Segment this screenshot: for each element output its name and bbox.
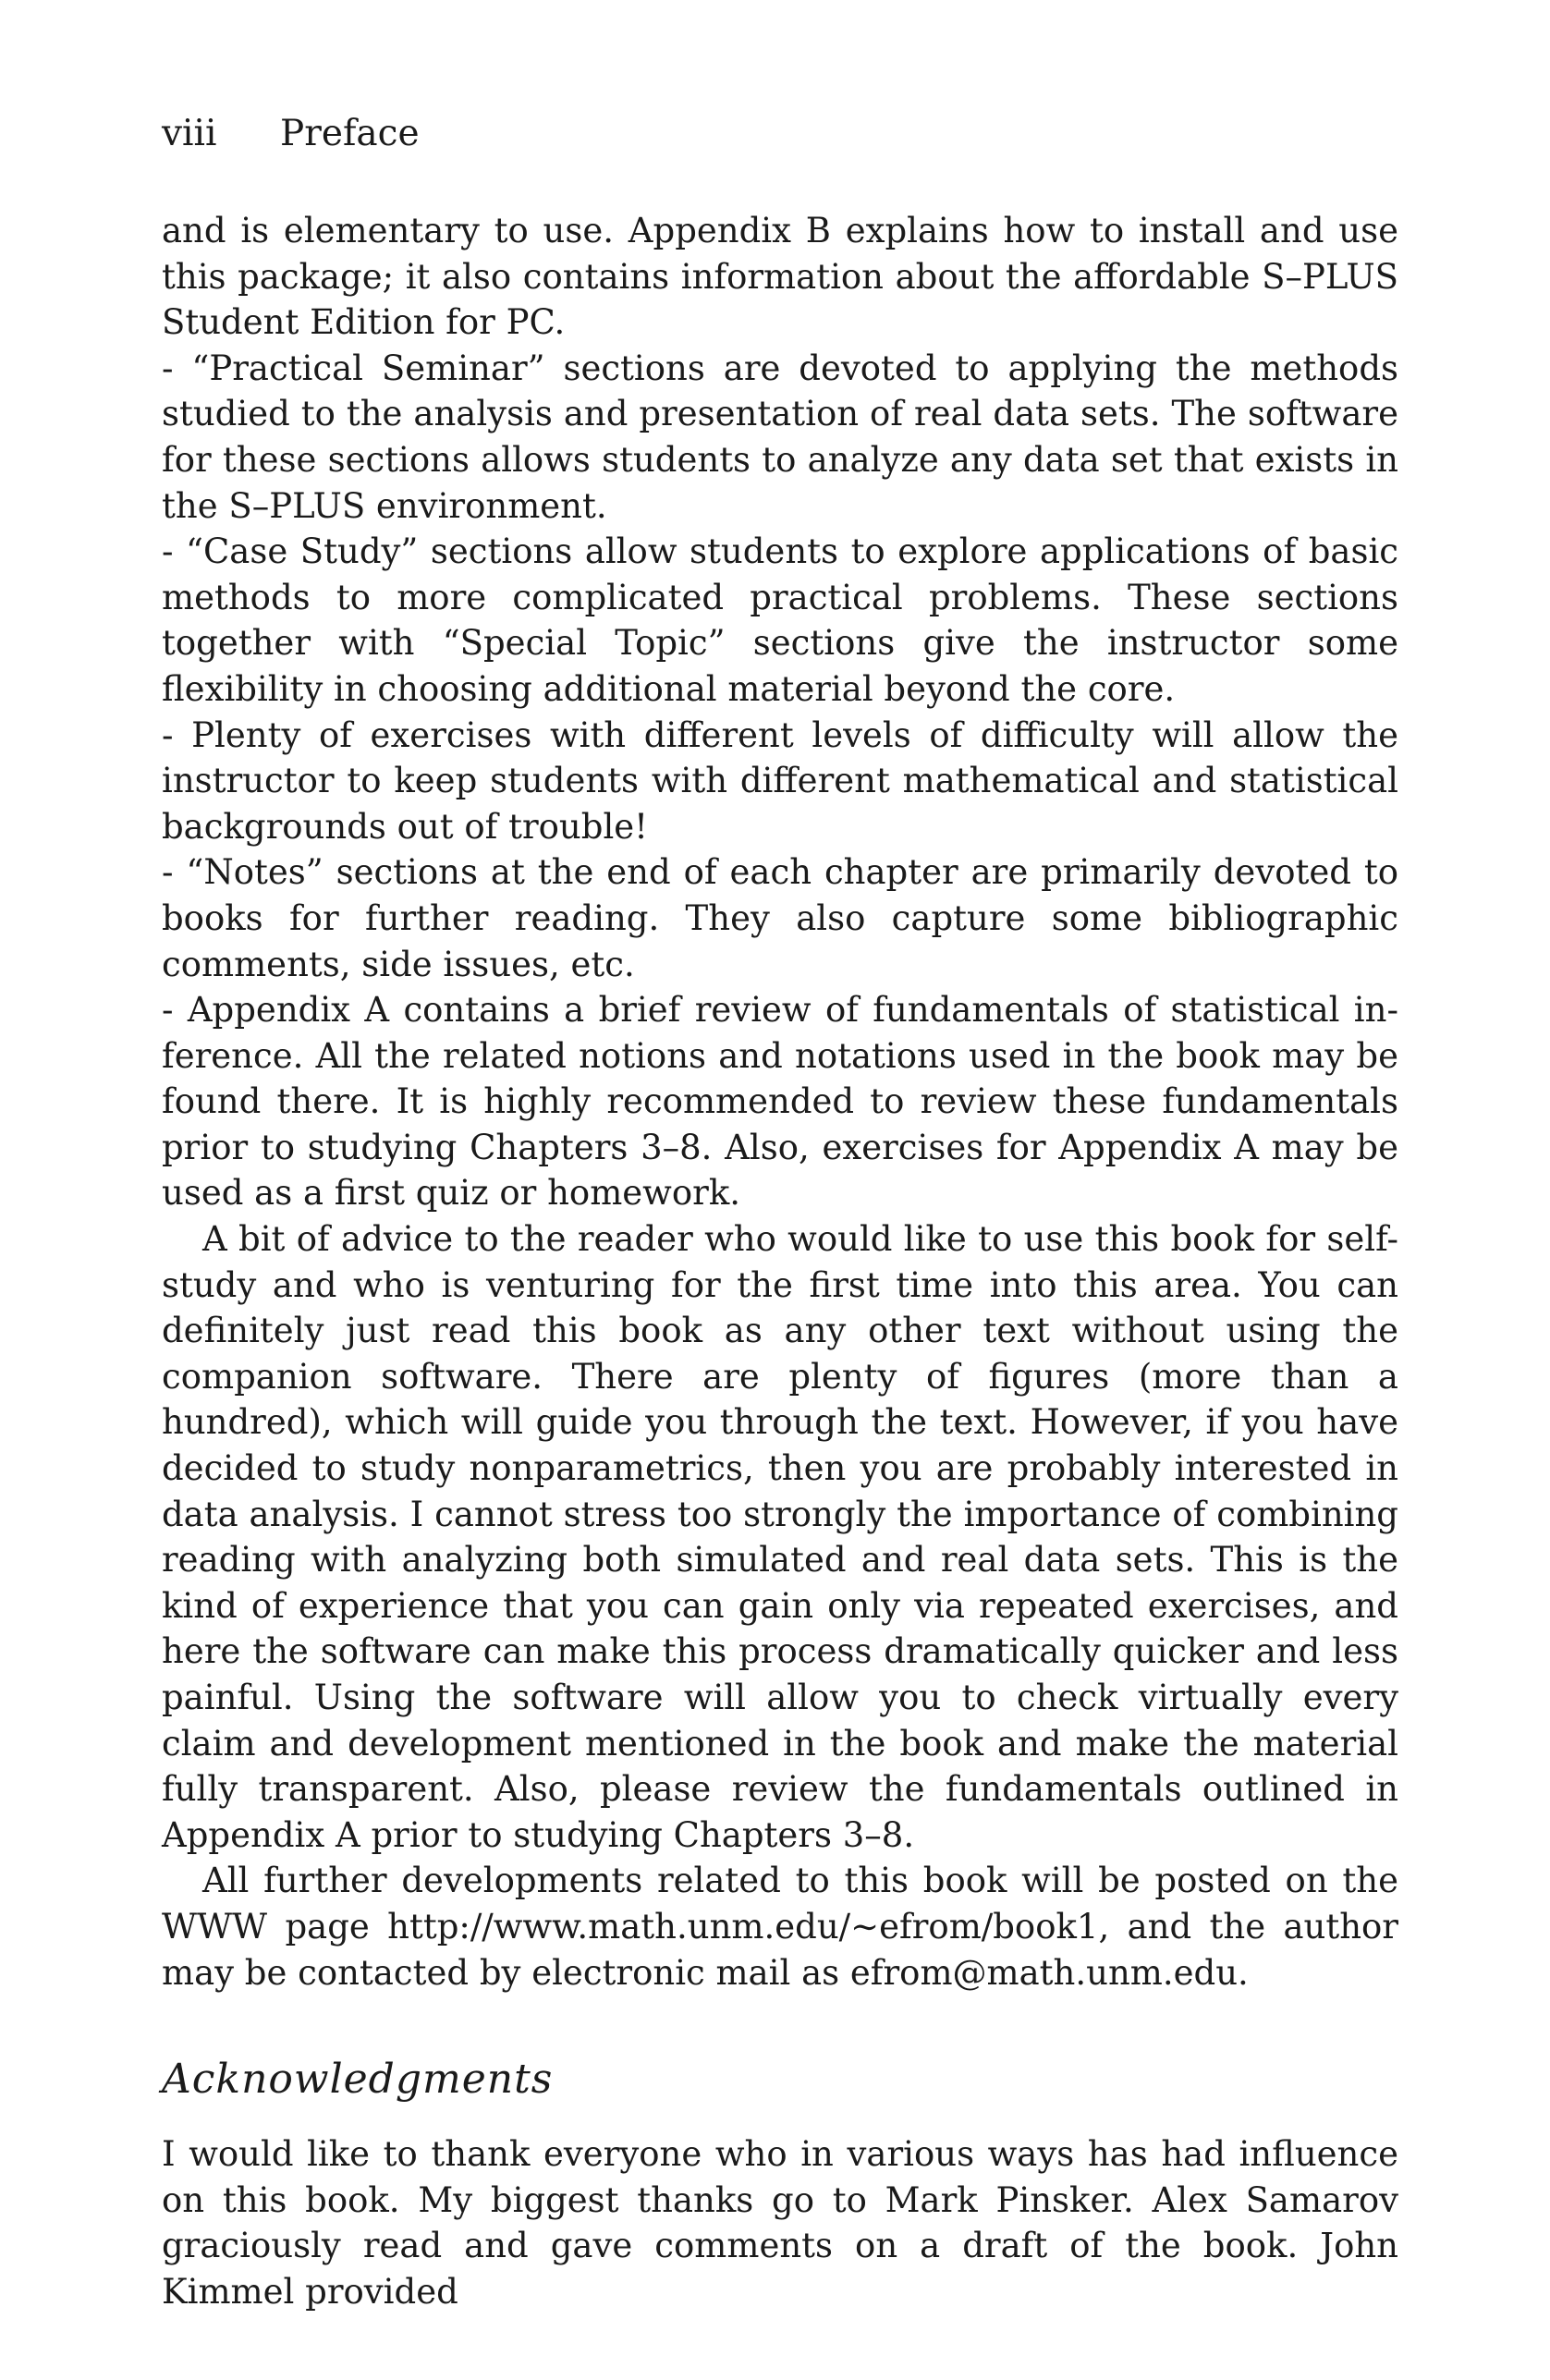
paragraph-www: All further developments related to this book will be posted on the WWW page http://www.math.unm.edu/∼efrom/book1, and the author may be contacted by electronic mail as efrom@math.unm.edu. (162, 1861, 1398, 1993)
bullet-appendix-a: - Appendix A contains a brief review of fundamentals of statistical inference. All the related notions and notations used in the book may be found there. It is highly recommended to review these fundamentals prior to studying Chapters 3–8. Also, exercises for Appendix A may be used as a first quiz or homework. (162, 990, 1398, 1214)
acknowledgments-body (162, 2131, 1398, 2314)
bullet-practical-seminar: - “Practical Seminar” sections are devoted to applying the methods studied to the analysis and presentation of real data sets. The software for these sections allows students to analyze any data set that exists in the S–PLUS environment. (162, 348, 1398, 526)
bullet-case-study: - “Case Study” sections allow students to explore applications of basic methods to more complicated practical problems. These sections together with “Special Topic” sections give the instructor some flexibility in choosing additional material beyond the core. (162, 531, 1398, 709)
bullet-notes: - “Notes” sections at the end of each chapter are primarily devoted to books for further reading. They also capture some bibliographic comments, side issues, etc. (162, 852, 1398, 984)
body-text (162, 208, 1398, 1996)
paragraph-continuation: and is elementary to use. Appendix B explains how to install and use this package; it also contains information about the affordable S–PLUS Student Edition for PC. (162, 211, 1398, 343)
running-header (162, 111, 420, 157)
bullet-exercises: - Plenty of exercises with different levels of difficulty will allow the instructor to keep students with different mathematical and statistical backgrounds out of trouble! (162, 714, 1398, 847)
acknowledgments-paragraph: I would like to thank everyone who in various ways has had influence on this book. My biggest thanks go to Mark Pinsker. Alex Samarov graciously read and gave comments on a draft of the book. John Kimmel provided (162, 2134, 1398, 2312)
acknowledgments-heading: Acknowledgments (162, 2056, 554, 2103)
page-number: viii (162, 113, 217, 154)
section-title: Preface (280, 113, 420, 154)
paragraph-advice: A bit of advice to the reader who would like to use this book for self-study and who is venturing for the first time into this area. You can definitely just read this book as any other text without using the companion software. There are plenty of figures (more than a hundred), which will guide you through the text. However, if you have decided to study nonparametrics, then you are probably interested in data analysis. I cannot stress too strongly the importance of combining reading with analyzing both simulated and real data sets. This is the kind of experience that you can gain only via repeated exercises, and here the software can make this process dramatically quicker and less painful. Using the software will allow you to check virtually every claim and development mentioned in the book and make the material fully transparent. Also, please review the fundamentals outlined in Appendix A prior to studying Chapters 3–8. (162, 1219, 1398, 1855)
